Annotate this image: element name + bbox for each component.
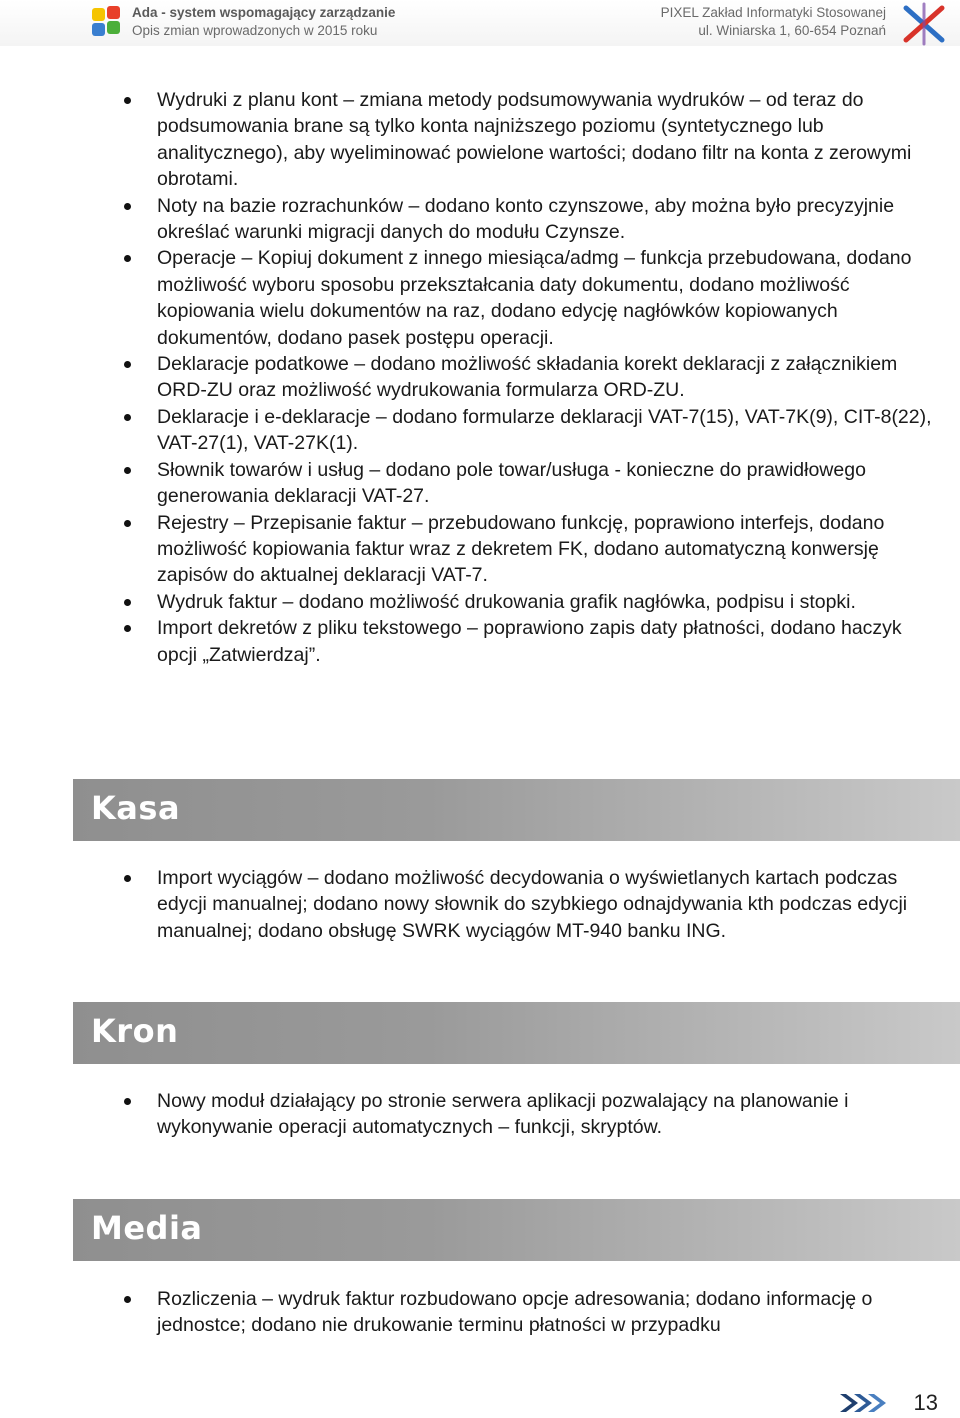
list-item: [0, 457, 960, 510]
header-company-address: ul. Winiarska 1, 60-654 Poznań: [698, 23, 886, 38]
list-item: [0, 351, 960, 404]
section-title: Kasa: [91, 789, 181, 827]
list-item: [0, 245, 960, 351]
section-heading-kasa: [73, 779, 960, 841]
bullet-icon: [124, 97, 131, 104]
section-heading-kron: [73, 1002, 960, 1064]
list-item-text: Rejestry – Przepisanie faktur – przebudowano funkcję, poprawiono interfejs, dodano możliwość kopiowania faktur wraz z dekretem FK, dodano automatyczną konwersję zapisów do aktualnej deklaracji VAT-7.: [157, 511, 885, 587]
list-item: [0, 1286, 960, 1339]
page-number: 13: [913, 1390, 938, 1415]
changes-list-kasa: [0, 865, 960, 944]
changes-list-general: [0, 87, 960, 668]
bullet-icon: [124, 203, 131, 210]
list-item: [0, 404, 960, 457]
section-heading-media: [73, 1199, 960, 1261]
bullet-icon: [124, 625, 131, 632]
bullet-icon: [124, 599, 131, 606]
header-left: [132, 4, 395, 40]
list-item: [0, 193, 960, 246]
list-item-text: Nowy moduł działający po stronie serwera aplikacji pozwalający na planowanie i wykonywanie operacji automatycznych – funkcji, skryptów.: [157, 1090, 849, 1139]
list-item-text: Noty na bazie rozrachunków – dodano konto czynszowe, aby można było precyzyjnie określać warunki migracji danych do modułu Czynsze.: [157, 194, 895, 244]
list-item: [0, 510, 960, 589]
header-right: [661, 4, 886, 40]
section-title: Kron: [91, 1012, 179, 1050]
pixel-logo-icon: [902, 2, 946, 46]
list-item-text: Deklaracje podatkowe – dodano możliwość składania korekt deklaracji z załącznikiem ORD-ZU oraz możliwość wydrukowania formularza ORD-ZU.: [157, 353, 898, 402]
list-item-text: Import dekretów z pliku tekstowego – poprawiono zapis daty płatności, dodano haczyk opcji „Zatwierdzaj”.: [157, 617, 902, 666]
bullet-icon: [124, 255, 131, 262]
list-item: [0, 87, 960, 193]
changes-list-kron: [0, 1088, 960, 1141]
page-header: [0, 0, 960, 46]
list-item-text: Słownik towarów i usług – dodano pole towar/usługa - konieczne do prawidłowego generowania deklaracji VAT-27.: [157, 458, 866, 508]
list-item: [0, 1088, 960, 1141]
bullet-icon: [124, 1296, 131, 1303]
section-title: Media: [91, 1209, 203, 1247]
bullet-icon: [124, 520, 131, 527]
list-item-text: Operacje – Kopiuj dokument z innego miesiąca/admg – funkcja przebudowana, dodano możliwość wyboru sposobu przekształcania daty dokumentu, dodano możliwość kopiowania wielu dokumentów na raz, dodano edycję nagłówków kopiowanych dokumentów, dodano pasek postępu operacji.: [157, 247, 912, 349]
bullet-icon: [124, 875, 131, 882]
header-company-name: PIXEL Zakład Informatyki Stosowanej: [660, 5, 886, 20]
double-chevron-right-icon: [838, 1392, 888, 1414]
changes-list-media: [0, 1286, 960, 1339]
list-item-text: Wydruki z planu kont – zmiana metody podsumowywania wydruków – od teraz do podsumowania brane są tylko konta najniższego poziomu (syntetycznego lub analitycznego), aby wyeliminować powielone wartości; dodano filtr na konta z zerowymi obrotami.: [157, 89, 912, 191]
list-item-text: Rozliczenia – wydruk faktur rozbudowano opcje adresowania; dodano informację o jednostce; dodano nie drukowanie terminu płatności w przypadku: [157, 1288, 873, 1337]
bullet-icon: [124, 467, 131, 474]
bullet-icon: [124, 361, 131, 368]
bullet-icon: [124, 1098, 131, 1105]
bullet-icon: [124, 414, 131, 421]
list-item-text: Wydruk faktur – dodano możliwość drukowania grafik nagłówka, podpisu i stopki.: [157, 590, 856, 613]
list-item-text: Import wyciągów – dodano możliwość decydowania o wyświetlanych kartach podczas edycji manualnej; dodano nowy słownik do szybkiego odnajdywania kth podczas edycji manualnej; dodano obsługę SWRK wyciągów MT-940 banku ING.: [157, 867, 908, 942]
list-item: [0, 615, 960, 668]
header-document-subtitle: Opis zmian wprowadzonych w 2015 roku: [132, 23, 378, 38]
ada-logo-icon: [90, 4, 124, 40]
list-item: [0, 589, 960, 615]
list-item: [0, 865, 960, 944]
header-product-title: Ada - system wspomagający zarządzanie: [132, 5, 396, 20]
list-item-text: Deklaracje i e-deklaracje – dodano formularze deklaracji VAT-7(15), VAT-7K(9), CIT-8(22), VAT-27(1), VAT-27K(1).: [157, 405, 932, 455]
